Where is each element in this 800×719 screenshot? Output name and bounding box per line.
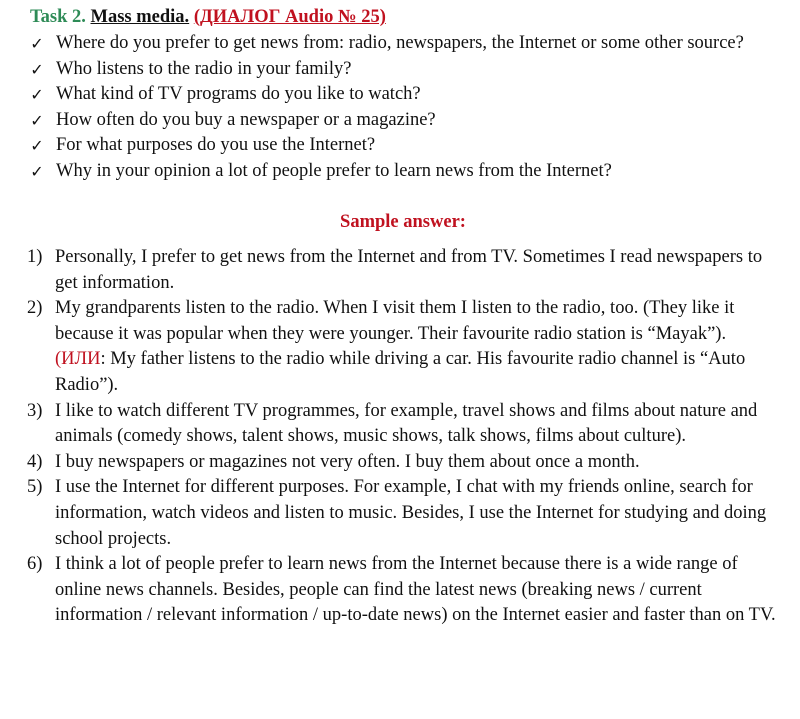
check-icon: ✓: [30, 136, 44, 156]
task-label: Task 2.: [30, 7, 86, 27]
check-icon: ✓: [30, 85, 44, 105]
task-topic: Mass media.: [90, 7, 190, 27]
answer-number: 1): [27, 247, 43, 267]
answer-number: 4): [27, 451, 43, 472]
answer-item: [24, 475, 782, 552]
question-item: [24, 159, 784, 185]
question-item: [24, 133, 784, 159]
answer-number: 3): [27, 400, 43, 421]
answer-text: I think a lot of people prefer to learn news from the Internet because there is a wide range of online news channels. Besides, people can find the latest news (breaking news / current information / relevant information / up-to-date news) on the Internet easier and faster than on TV.: [55, 554, 776, 626]
answer-text: Personally, I prefer to get news from the Internet and from TV. Sometimes I read newspapers to get information.: [55, 247, 763, 293]
answer-text: I like to watch different TV programmes, for example, travel shows and films about nature and animals (comedy shows, talent shows, music shows, talk shows, films about culture).: [55, 400, 758, 447]
task-header: [30, 4, 386, 30]
question-item: [24, 57, 784, 83]
answer-item: [24, 245, 782, 296]
check-icon: ✓: [30, 110, 44, 130]
audio-reference: (ДИАЛОГ Audio № 25): [193, 7, 386, 27]
question-item: [24, 31, 784, 57]
check-icon: ✓: [30, 161, 44, 181]
answer-item: [24, 552, 782, 629]
question-item: [24, 82, 784, 108]
answer-number: 6): [27, 554, 43, 575]
question-text: Who listens to the radio in your family?: [56, 58, 352, 79]
alternative-marker: (ИЛИ: [55, 349, 101, 370]
answer-item: [24, 450, 782, 476]
answer-number: 5): [27, 477, 43, 498]
question-text: Where do you prefer to get news from: radio, newspapers, the Internet or some other source?: [56, 33, 744, 53]
question-text: What kind of TV programs do you like to watch?: [56, 84, 421, 105]
alternative-text: : My father listens to the radio while driving a car. His favourite radio channel is “Auto Radio”).: [55, 349, 746, 395]
question-text: Why in your opinion a lot of people prefer to learn news from the Internet?: [56, 160, 612, 181]
sample-answer-title: Sample answer:: [340, 212, 466, 232]
answer-text: I use the Internet for different purposes. For example, I chat with my friends online, search for information, watch videos and listen to music. Besides, I use the Internet for studying and doing school projects.: [55, 477, 767, 549]
answer-number: 2): [27, 298, 43, 319]
question-text: For what purposes do you use the Internet?: [56, 135, 376, 156]
question-list: [24, 31, 784, 185]
check-icon: ✓: [30, 59, 44, 79]
alternative-answer: [55, 347, 782, 398]
question-item: [24, 108, 784, 134]
answer-item: [24, 296, 782, 398]
check-icon: ✓: [30, 34, 44, 53]
question-text: How often do you buy a newspaper or a magazine?: [56, 109, 436, 130]
answer-text: My grandparents listen to the radio. When I visit them I listen to the radio, too. (They like it because it was popular when they were younger. Their favourite radio station is “Mayak”).: [55, 298, 735, 344]
answer-text: I buy newspapers or magazines not very often. I buy them about once a month.: [55, 451, 640, 472]
answer-item: [24, 399, 782, 450]
answer-list: [24, 245, 782, 629]
